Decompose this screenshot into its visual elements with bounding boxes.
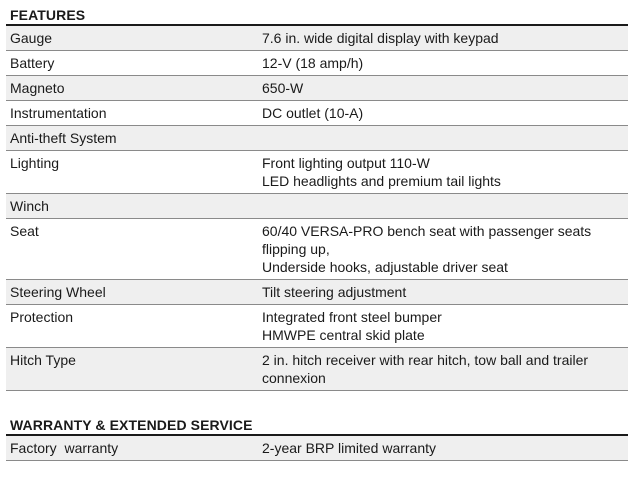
table-row: [6, 219, 628, 280]
spec-value-line: DC outlet (10-A): [262, 105, 364, 121]
spec-label: Battery: [6, 51, 255, 76]
warranty-table: [6, 436, 628, 461]
spec-value-line: HMWPE central skid plate: [262, 327, 425, 343]
spec-value-line: 12-V (18 amp/h): [262, 55, 364, 71]
spec-value-line: Underside hooks, adjustable driver seat: [262, 259, 508, 275]
table-row: [6, 194, 628, 219]
table-row: [6, 151, 628, 194]
table-row: [6, 76, 628, 101]
spec-label: Anti-theft System: [6, 126, 255, 151]
spec-value: [255, 26, 628, 51]
warranty-heading: WARRANTY & EXTENDED SERVICE: [6, 415, 628, 436]
spec-value-line: Tilt steering adjustment: [262, 284, 407, 300]
spec-value-line: LED headlights and premium tail lights: [262, 173, 501, 189]
table-row: [6, 51, 628, 76]
table-row: [6, 280, 628, 305]
table-row: [6, 26, 628, 51]
spec-value: [255, 151, 628, 194]
spec-value-line: Integrated front steel bumper: [262, 309, 442, 325]
spec-label: Hitch Type: [6, 348, 255, 391]
spec-label: Factory warranty: [6, 436, 255, 461]
spec-value-line: 2 in. hitch receiver with rear hitch, tow ball and trailer: [262, 352, 589, 368]
spec-label: Magneto: [6, 76, 255, 101]
spec-label: Lighting: [6, 151, 255, 194]
table-row: [6, 101, 628, 126]
spec-label: Seat: [6, 219, 255, 280]
table-row: [6, 348, 628, 391]
spec-value: [255, 51, 628, 76]
spec-value-line: connexion: [262, 370, 326, 386]
section-spacer: [6, 391, 628, 415]
spec-value: [255, 126, 628, 151]
spec-value-line: flipping up,: [262, 241, 330, 257]
spec-value-line: Front lighting output 110-W: [262, 155, 430, 171]
table-row: [6, 126, 628, 151]
spec-value: [255, 305, 628, 348]
spec-value: [255, 436, 628, 461]
spec-label: Protection: [6, 305, 255, 348]
spec-value-line: 650-W: [262, 80, 304, 96]
spec-label: Steering Wheel: [6, 280, 255, 305]
features-heading: FEATURES: [6, 0, 628, 26]
spec-value: [255, 194, 628, 219]
spec-value-line: 2-year BRP limited warranty: [262, 440, 437, 456]
spec-sheet: [6, 0, 628, 461]
spec-value-line: 60/40 VERSA-PRO bench seat with passenger seats: [262, 223, 592, 239]
spec-value: [255, 101, 628, 126]
features-table: [6, 26, 628, 391]
spec-value-line: 7.6 in. wide digital display with keypad: [262, 30, 499, 46]
spec-value: [255, 280, 628, 305]
spec-value: [255, 76, 628, 101]
spec-value: [255, 219, 628, 280]
spec-label: Winch: [6, 194, 255, 219]
spec-label: Gauge: [6, 26, 255, 51]
table-row: [6, 436, 628, 461]
table-row: [6, 305, 628, 348]
spec-label: Instrumentation: [6, 101, 255, 126]
spec-value: [255, 348, 628, 391]
